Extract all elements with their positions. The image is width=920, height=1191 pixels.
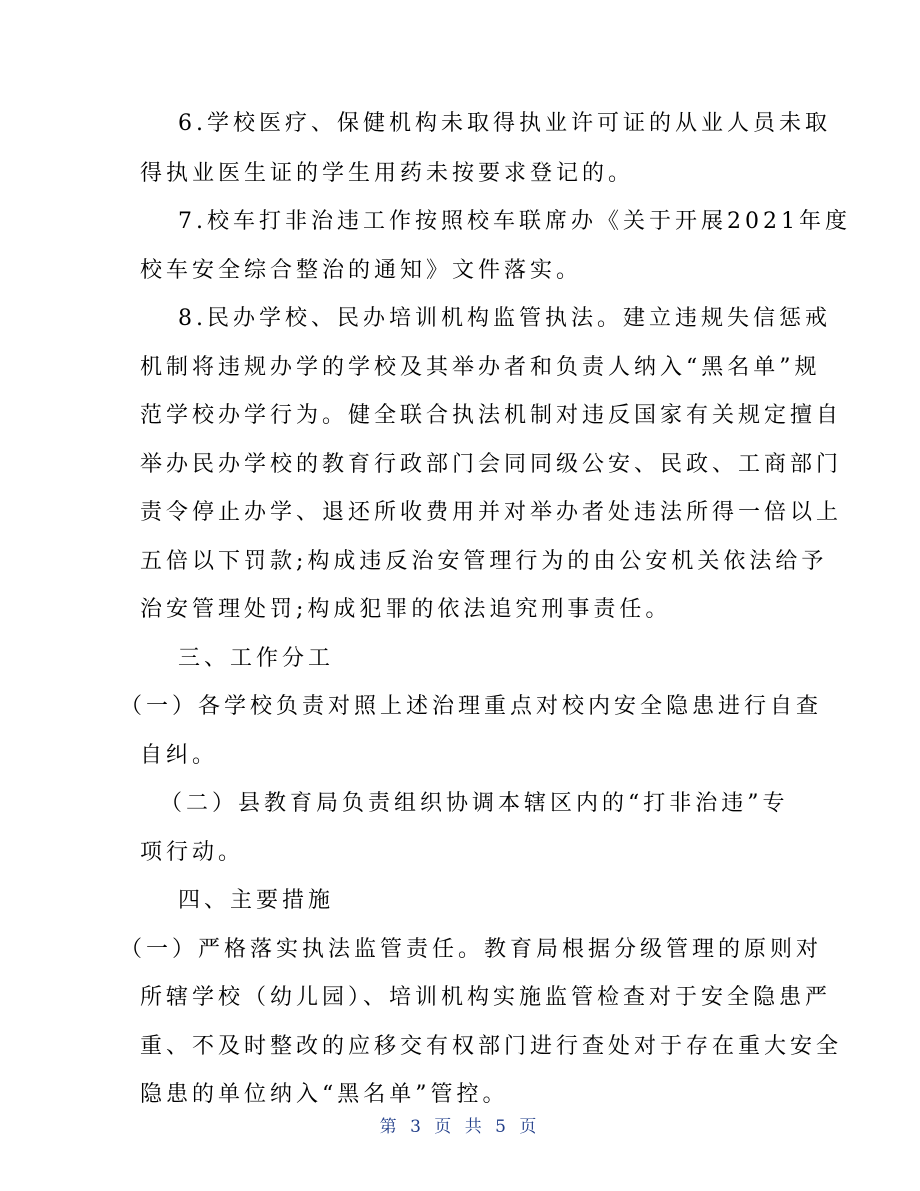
paragraph-line: 范学校办学行为。健全联合执法机制对违反国家有关规定擅自 <box>140 403 843 428</box>
paragraph-line: 重、不及时整改的应移交有权部门进行查处对于存在重大安全 <box>140 1034 843 1059</box>
paragraph-line: 机制将违规办学的学校及其举办者和负责人纳入“黑名单”规 <box>140 355 821 380</box>
paragraph-line: 校车安全综合整治的通知》文件落实。 <box>140 258 583 283</box>
paragraph-line: （一）各学校负责对照上述治理重点对校内安全隐患进行自查 <box>120 694 823 719</box>
paragraph-line: 举办民办学校的教育行政部门会同同级公安、民政、工商部门 <box>140 452 843 477</box>
paragraph-line: 项行动。 <box>140 840 245 865</box>
paragraph-line: 所辖学校（幼儿园）、培训机构实施监管检查对于安全隐患严 <box>140 985 832 1010</box>
paragraph-line: （二）县教育局负责组织协调本辖区内的“打非治违”专 <box>160 791 789 816</box>
section-heading: 三、工作分工 <box>178 646 335 671</box>
paragraph-line: 7.校车打非治违工作按照校车联席办《关于开展2021年度 <box>178 209 851 234</box>
paragraph-line: （一）严格落实执法监管责任。教育局根据分级管理的原则对 <box>120 937 823 962</box>
paragraph-line: 自纠。 <box>140 743 219 768</box>
paragraph-line: 得执业医生证的学生用药未按要求登记的。 <box>140 161 635 186</box>
paragraph-line: 责令停止办学、退还所收费用并对举办者处违法所得一倍以上 <box>140 500 843 525</box>
paragraph-line: 五倍以下罚款;构成违反治安管理行为的由公安机关依法给予 <box>140 549 828 574</box>
paragraph-line: 8.民办学校、民办培训机构监管执法。建立违规失信惩戒 <box>178 306 831 331</box>
paragraph-line: 治安管理处罚;构成犯罪的依法追究刑事责任。 <box>140 597 672 622</box>
page-number-footer: 第 3 页 共 5 页 <box>379 1117 541 1137</box>
paragraph-line: 隐患的单位纳入“黑名单”管控。 <box>140 1082 509 1107</box>
section-heading: 四、主要措施 <box>178 888 335 913</box>
paragraph-line: 6.学校医疗、保健机构未取得执业许可证的从业人员未取 <box>178 111 831 136</box>
